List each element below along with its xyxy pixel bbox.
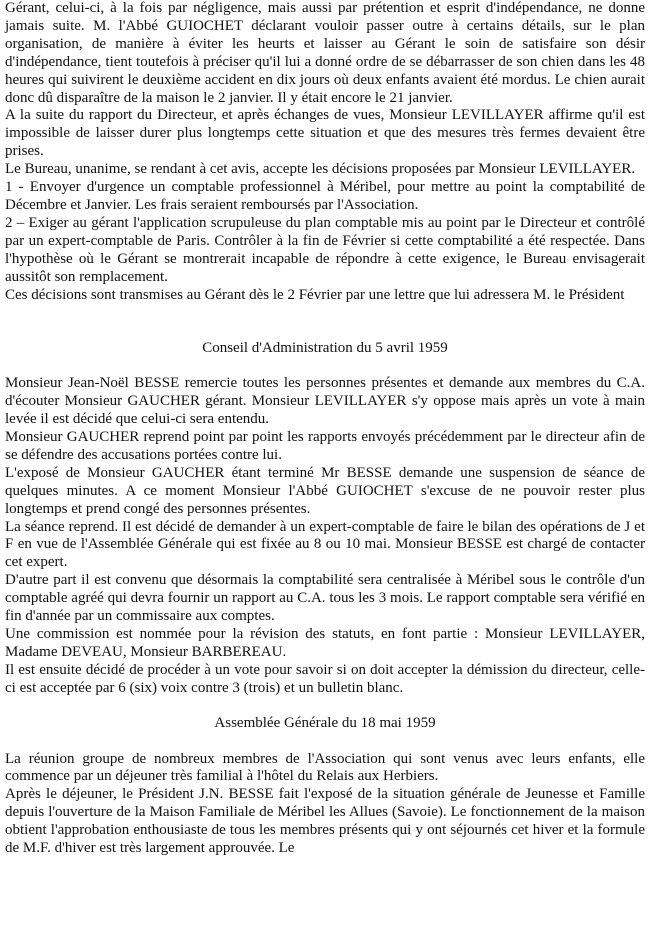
paragraph-bureau-unanimous: Le Bureau, unanime, se rendant à cet avis, accepte les décisions proposées par Monsieur LEVILLAYER. [5,161,636,178]
document-page [5,0,645,858]
section-assemblee-generale [5,715,645,858]
paragraph-besse-thanks: Monsieur Jean-Noël BESSE remercie toutes les personnes présentes et demande aux membres du C.A. d'écouter Monsieur GAUCHER gérant. Monsieur LEVILLAYER s'y oppose mais après un vote à main levée il est décidé que celui-ci sera entendu. [5,375,645,428]
section-heading-conseil: Conseil d'Administration du 5 avril 1959 [202,340,448,357]
paragraph-gerant-dog: Gérant, celui-ci, à la fois par négligence, mais aussi par prétention et esprit d'indépendance, ne donne jamais suite. M. l'Abbé GUIOCHET déclarant vouloir passer outre à certains détails, sur le plan organisation, de manière à éviter les heurts et laisser au Gérant le soin de satisfaire son désir d'indépendance, tient toutefois à préciser qu'il lui a donné ordre de se débarrasser de son chien dans les 48 heures qui suivirent le deuxième accident en dix jours où deux enfants avaient été mordus. Le chien aurait donc dû disparaître de la maison le 2 janvier. Il y était encore le 21 janvier. [5,0,645,106]
paragraph-seance-reprend: La séance reprend. Il est décidé de demander à un expert-comptable de faire le bilan des opérations de J et F en vue de l'Assemblée Générale qui est fixée au 8 ou 10 mai. Monsieur BESSE est chargé de contacter cet expert. [5,518,645,571]
paragraph-decision-1: 1 - Envoyer d'urgence un comptable professionnel à Méribel, pour mettre au point la comptabilité de Décembre et Janvier. Les frais seraient remboursés par l'Association. [5,179,645,213]
spacer [5,698,645,715]
spacer [5,304,645,340]
paragraph-levillayer-report: A la suite du rapport du Directeur, et après échanges de vues, Monsieur LEVILLAYER affirme qu'il est impossible de laisser durer plus longtemps cette situation et que des mesures très fermes devaient être prises. [5,107,645,160]
paragraph-decisions-transmitted: Ces décisions sont transmises au Gérant dès le 2 Février par une lettre que lui adressera M. le Président [5,286,625,303]
paragraph-gaucher-reply: Monsieur GAUCHER reprend point par point les rapports envoyés précédemment par le directeur afin de se défendre des accusations portées contre lui. [5,429,645,463]
paragraph-reunion-dejeuner: La réunion groupe de nombreux membres de l'Association qui sont venus avec leurs enfants, elle commence par un déjeuner très familial à l'hôtel du Relais aux Herbiers. [5,750,645,785]
section-conseil-administration [5,340,645,697]
paragraph-president-expose: Après le déjeuner, le Président J.N. BESSE fait l'exposé de la situation générale de Jeunesse et Famille depuis l'ouverture de la Maison Familiale de Méribel les Allues (Savoie). Le fonctionnement de la maison obtient l'approbation enthousiaste de tous les membres présents qui y ont séjournés cet hiver et la formule de M.F. d'hiver est très largement approuvée. Le [5,786,645,857]
paragraph-suspension: L'exposé de Monsieur GAUCHER étant terminé Mr BESSE demande une suspension de séance de quelques minutes. A ce moment Monsieur l'Abbé GUIOCHET s'excuse de ne pouvoir rester plus longtemps et prend congé des personnes présentes. [5,464,645,517]
paragraph-decision-2: 2 – Exiger au gérant l'application scrupuleuse du plan comptable mis au point par le Directeur et contrôlé par un expert-comptable de Paris. Contrôler à la fin de Février si cette comptabilité a été respectée. Dans l'hypothèse où le Gérant se montrerait incapable de répondre à cette exigence, le Bureau envisagerait aussitôt son remplacement. [5,214,645,285]
spacer [5,733,645,751]
paragraph-commission-statuts: Une commission est nommée pour la révision des statuts, en font partie : Monsieur LEVILLAYER, Madame DEVEAU, Monsieur BARBEREAU. [5,626,645,660]
section-heading-assemblee: Assemblée Générale du 18 mai 1959 [214,714,436,731]
section-bureau-decisions [5,0,645,304]
spacer [5,358,645,375]
paragraph-vote-demission: Il est ensuite décidé de procéder à un vote pour savoir si on doit accepter la démission du directeur, celle-ci est acceptée par 6 (six) voix contre 3 (trois) et un bulletin blanc. [5,661,645,696]
paragraph-comptabilite-centralisee: D'autre part il est convenu que désormais la comptabilité sera centralisée à Méribel sous le contrôle d'un comptable agréé qui devra fournir un rapport au C.A. tous les 3 mois. Le rapport comptable sera vérifié en fin d'année par un commissaire aux comptes. [5,572,645,625]
